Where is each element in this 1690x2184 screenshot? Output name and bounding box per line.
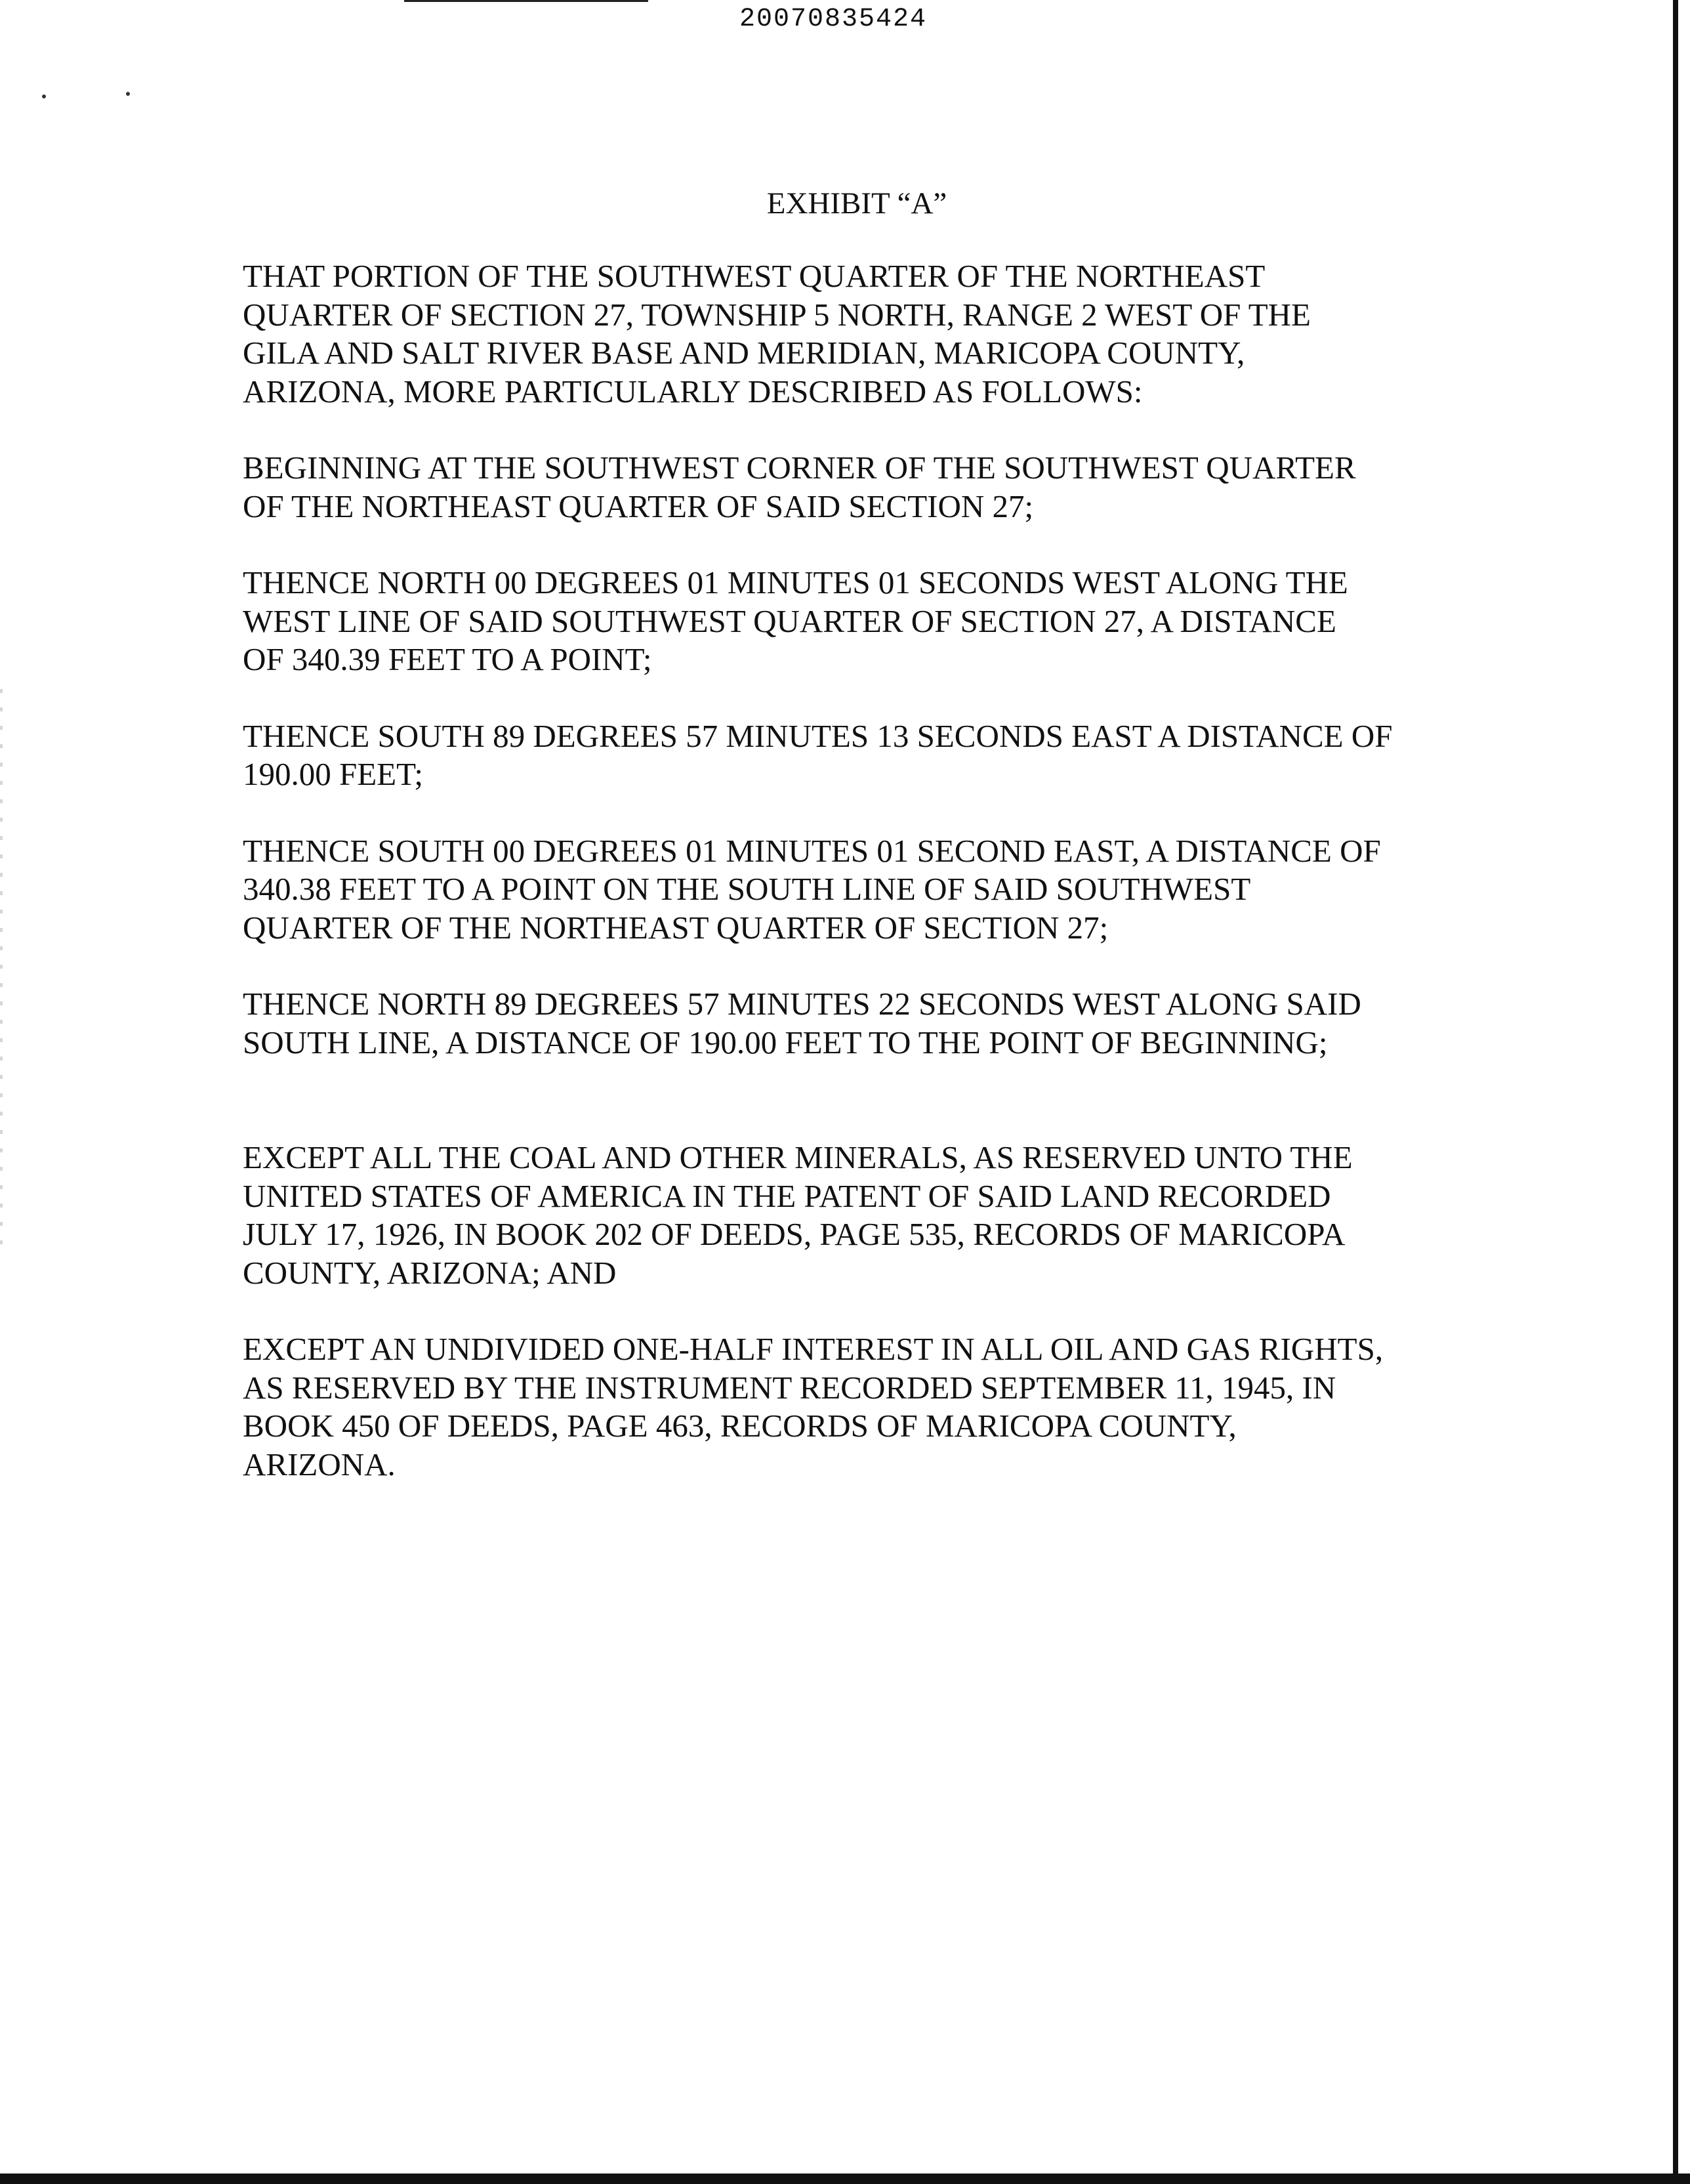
paragraph-beginning: BEGINNING AT THE SOUTHWEST CORNER OF THE SOUTHWEST QUARTER OF THE NORTHEAST QUARTER OF SAID SECTION 27; (243, 450, 1356, 524)
paragraph-except-minerals: EXCEPT ALL THE COAL AND OTHER MINERALS, AS RESERVED UNTO THE UNITED STATES OF AMERICA IN THE PATENT OF SAID LAND RECORDED JULY 17, 1926, IN BOOK 202 OF DEEDS, PAGE 535, RECORDS OF MARICOPA COUNTY, ARIZONA; AND (243, 1139, 1353, 1291)
paragraph-thence-north: THENCE NORTH 00 DEGREES 01 MINUTES 01 SECONDS WEST ALONG THE WEST LINE OF SAID SOUTHWEST QUARTER OF SECTION 27, A DISTANCE OF 340.39 FEET TO A POINT; (243, 564, 1348, 677)
legal-description (243, 257, 1502, 1522)
paragraph-except-oil-gas: EXCEPT AN UNDIVIDED ONE-HALF INTEREST IN ALL OIL AND GAS RIGHTS, AS RESERVED BY THE INSTRUMENT RECORDED SEPTEMBER 11, 1945, IN BOOK 450 OF DEEDS, PAGE 463, RECORDS OF MARICOPA COUNTY, ARIZONA. (243, 1331, 1384, 1482)
scan-edge-marks (0, 689, 3, 1253)
top-rule (404, 0, 648, 2)
paragraph-thence-south: THENCE SOUTH 00 DEGREES 01 MINUTES 01 SECOND EAST, A DISTANCE OF 340.38 FEET TO A POINT ON THE SOUTH LINE OF SAID SOUTHWEST QUARTER OF THE NORTHEAST QUARTER OF SECTION 27; (243, 832, 1381, 946)
paragraph-portion: THAT PORTION OF THE SOUTHWEST QUARTER OF THE NORTHEAST QUARTER OF SECTION 27, TOWNSHIP 5 NORTH, RANGE 2 WEST OF THE GILA AND SALT RIVER BASE AND MERIDIAN, MARICOPA COUNTY, ARIZONA, MORE PARTICULARLY DESCRIBED AS FOLLOWS: (243, 258, 1311, 410)
document-number: 20070835424 (739, 5, 928, 34)
bottom-border (0, 2174, 1690, 2184)
paragraph-thence-south-east: THENCE SOUTH 89 DEGREES 57 MINUTES 13 SECONDS EAST A DISTANCE OF 190.00 FEET; (243, 717, 1393, 792)
scan-speck (42, 94, 46, 98)
scan-speck (126, 92, 130, 96)
paragraph-thence-north-west: THENCE NORTH 89 DEGREES 57 MINUTES 22 SECONDS WEST ALONG SAID SOUTH LINE, A DISTANCE OF 190.00 FEET TO THE POINT OF BEGINNING; (243, 986, 1361, 1060)
exhibit-title: EXHIBIT “A” (766, 186, 947, 220)
right-border (1673, 0, 1690, 2184)
